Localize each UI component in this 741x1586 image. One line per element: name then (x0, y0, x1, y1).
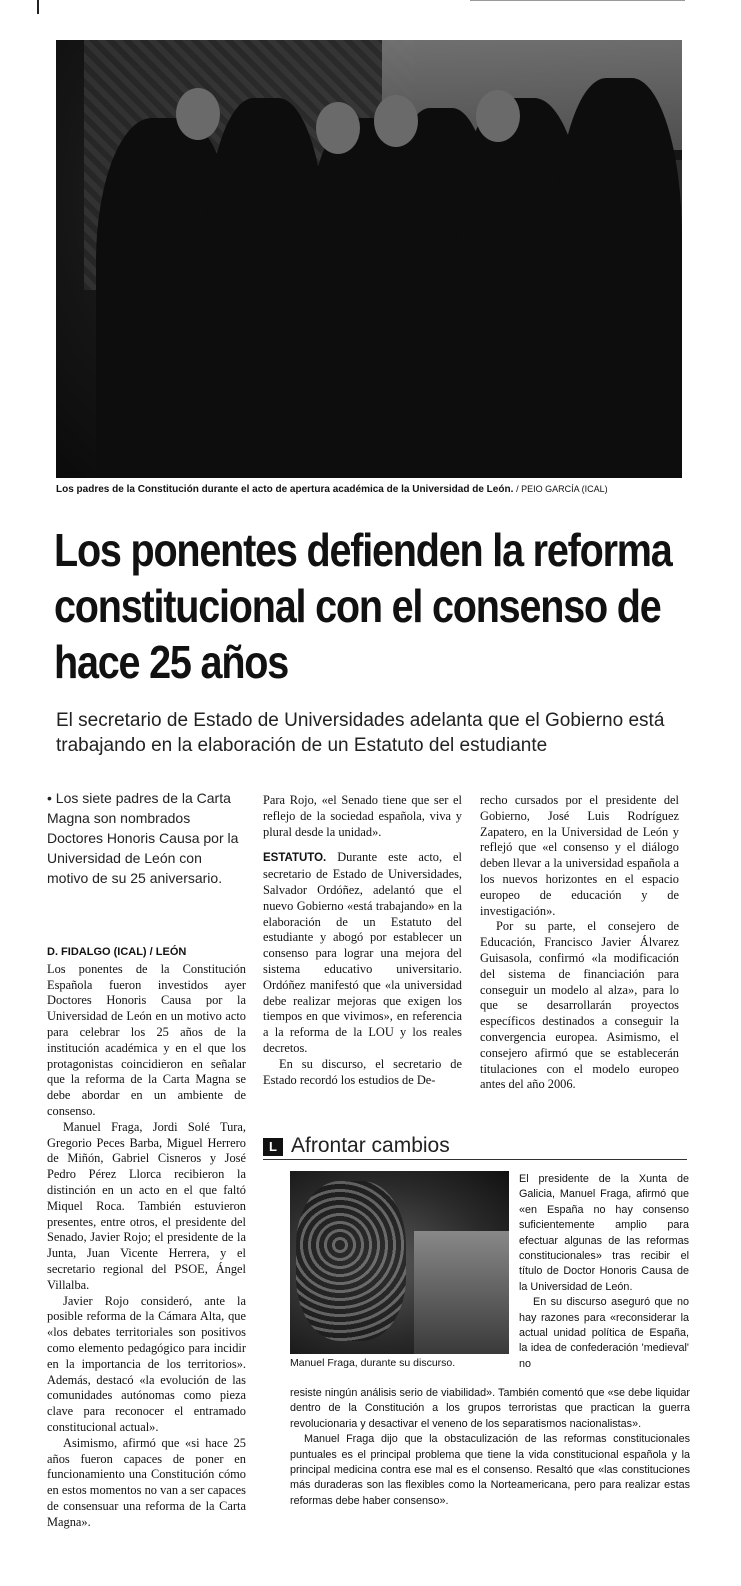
photo-head (374, 95, 418, 147)
photo-head (316, 102, 360, 154)
section-lead: ESTATUTO. (263, 852, 327, 865)
section-logo-icon: L (263, 1138, 283, 1156)
paragraph: Por su parte, el consejero de Educación, Francisco Javier Álvarez Guisasola, confirmó «la modificación del sistema de financiación para conseguir un modelo al alza», para lo que se desarrollarán proyectos específicos destinados a conseguir la convergencia europea. Asimismo, el consejero afirmó que se establecerán titulaciones con el modelo europeo antes del año 2006. (480, 919, 679, 1092)
paragraph: En su discurso aseguró que no hay razones para «reconsiderar la actual unidad política de España, la idea de confederación 'medieval' no (519, 1296, 689, 1370)
photo-caption (56, 484, 696, 495)
paragraph-text: Durante este acto, el secretario de Estado de Universidades, Salvador Ordóñez, adelantó que el nuevo Gobierno «está trabajando» en la elaboración de un Estatuto del estudiante y abogó por establecer un consenso para lograr una mejora del sistema educativo universitario. Ordóñez manifestó que «la universidad debe realizar mejoras que exigen los tiempos en que vivimos», en referencia a la reforma de la LOU y los reales decretos. (263, 850, 462, 1055)
headline: Los ponentes defienden la reforma constitucional con el consenso de hace 25 años (54, 524, 672, 688)
paragraph: Asimismo, afirmó que «si hace 25 años fueron capaces de poner en funcionamiento una Constitución cómo en estos momentos no van a ser capaces de consensuar una reforma de la Carta Magna». (47, 1435, 246, 1529)
paragraph: Manuel Fraga, Jordi Solé Tura, Gregorio Peces Barba, Miguel Herrero de Miñón, Gabriel Cisneros y José Pedro Pérez Llorca recibieron la distinción en un acto en el que faltó Miquel Roca. También estuvieron presentes, entre otros, el presidente del Senado, Javier Rojo; el presidente de la Junta, Juan Vicente Herrera, y el secretario regional del PSOE, Ángel Villalba. (47, 1119, 246, 1292)
sidebar-photo (290, 1171, 509, 1354)
sidebar-photo-caption: Manuel Fraga, durante su discurso. (290, 1357, 456, 1369)
paragraph: Manuel Fraga dijo que la obstaculización de las reformas constitucionales puntuales es el principal problema que tiene la vida constitucional española y la principal medicina contra ese mal es el consenso. Resaltó que «las constituciones más duraderas son las flexibles como la Norteamericana, pero para realizar estas reformas debe haber consenso». (290, 1433, 690, 1507)
photo-credit: / PEIO GARCÍA (ICAL) (516, 484, 608, 494)
summary-bullet: • Los siete padres de la Carta Magna son nombrados Doctores Honoris Causa por la Universidad de León con motivo de su 25 aniversario. (47, 790, 239, 886)
subheadline: El secretario de Estado de Universidades adelanta que el Gobierno está trabajando en la elaboración de un Estatuto del estudiante (56, 710, 665, 756)
article-column-1 (47, 945, 246, 1530)
sidebar-bottom-text (290, 1386, 690, 1509)
sidebar-title (263, 1133, 687, 1160)
sidebar-title-text: Afrontar cambios (291, 1134, 450, 1157)
photo-head (176, 88, 220, 140)
paragraph: En su discurso, el secretario de Estado recordó los estudios de De- (263, 1056, 462, 1087)
photo-flowers-shape (296, 1181, 406, 1341)
paragraph: Para Rojo, «el Senado tiene que ser el reflejo de la sociedad española, viva y plural desde la unidad». (263, 793, 462, 839)
paragraph: El presidente de la Xunta de Galicia, Manuel Fraga, afirmó que «en España no hay consenso suficientemente amplio para efectuar algunas de las reformas constitucionales» tras recibir el título de Doctor Honoris Causa de la Universidad de León. (519, 1173, 689, 1293)
photo-lectern-shape (414, 1231, 509, 1354)
photo-figure (556, 78, 682, 478)
paragraph: recho cursados por el presidente del Gobierno, José Luis Rodríguez Zapatero, en la Universidad de León y reflejó que «el consenso y el diálogo deben llevar a la universidad española a los nuevos horizontes en el espacio europeo de educación y de investigación». (480, 793, 679, 918)
paragraph-estatuto (263, 850, 462, 1056)
sidebar-right-text (519, 1172, 689, 1372)
column-rule-mark (37, 0, 39, 14)
article-column-3 (480, 793, 679, 1093)
article-column-2 (263, 793, 462, 1088)
paragraph: resiste ningún análisis serio de viabilidad». También comentó que «se debe liquidar dentro de la Constitución a los grupos terroristas que practican la guerra revolucionaria y desactivar el veneno de los separatismos nacionalistas». (290, 1387, 690, 1430)
paragraph: Javier Rojo consideró, ante la posible reforma de la Cámara Alta, que «los debates territoriales son positivos como elemento pedagógico para incidir en la importancia de los territorios». Además, destacó «la evolución de las comunidades autónomas como pieza clave para reconocer el entramado constitucional actual». (47, 1293, 246, 1434)
photo-caption-text: Los padres de la Constitución durante el acto de apertura académica de la Universidad de León. (56, 484, 514, 495)
byline: D. FIDALGO (ICAL) / LEÓN (47, 946, 187, 958)
photo-head (476, 90, 520, 142)
paragraph: Los ponentes de la Constitución Española fueron investidos ayer Doctores Honoris Causa por la Universidad de León en un motivo acto para celebrar los 25 años de la institución académica y en el que los protagonistas coincidieron en señalar que la reforma de la Carta Magna se debe abordar en un ambiente de consenso. (47, 961, 246, 1118)
main-photo (56, 40, 682, 478)
top-rule (470, 0, 685, 1)
